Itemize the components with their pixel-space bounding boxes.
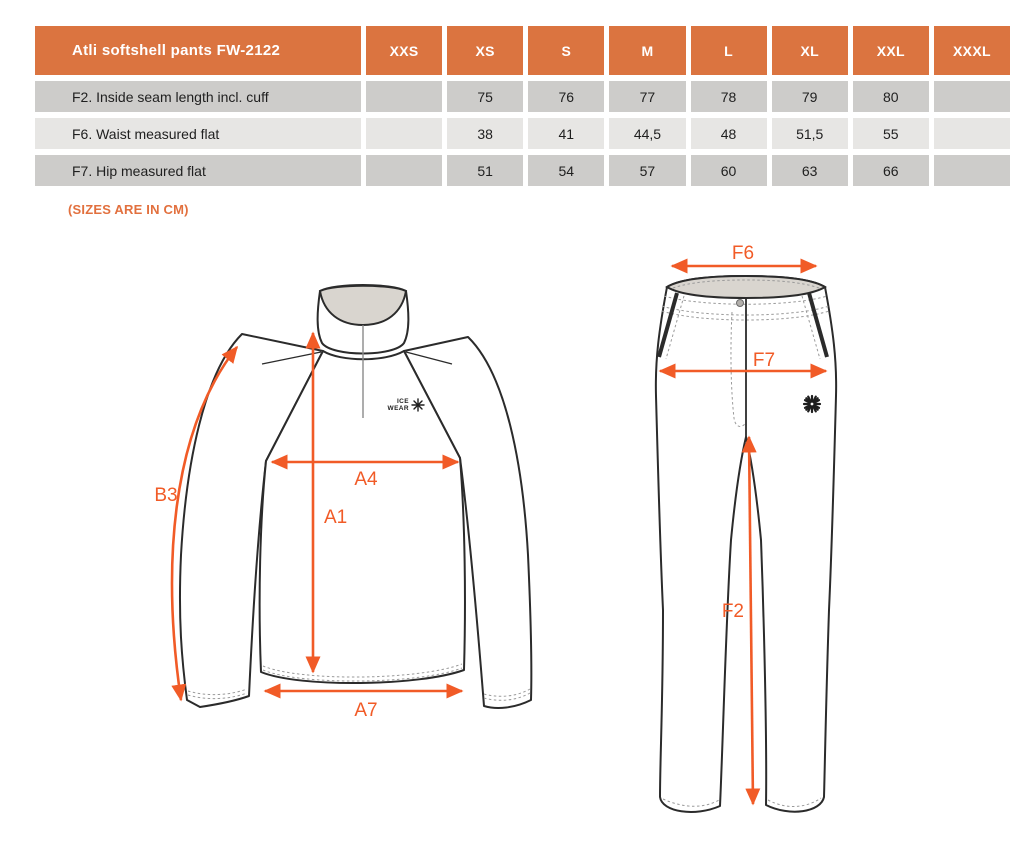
table-title: Atli softshell pants FW-2122: [35, 26, 361, 75]
value-cell: 78: [691, 81, 767, 112]
f6-label: F6: [731, 243, 755, 264]
value-cell: 63: [772, 155, 848, 186]
size-col-header-xxl: XXL: [853, 26, 929, 75]
b3-label: B3: [154, 485, 178, 506]
f2-arrow: [749, 437, 753, 804]
pants-drawing: [656, 243, 836, 812]
value-cell: 51,5: [772, 118, 848, 149]
size-col-header-l: L: [691, 26, 767, 75]
value-cell: 75: [447, 81, 523, 112]
value-cell: 79: [772, 81, 848, 112]
size-col-header-xs: XS: [447, 26, 523, 75]
icewear-logo-line2: WEAR: [387, 405, 409, 412]
value-cell: 55: [853, 118, 929, 149]
value-cell: 44,5: [609, 118, 685, 149]
row-label-f6: F6. Waist measured flat: [35, 118, 361, 149]
value-cell: 76: [528, 81, 604, 112]
pants-waistband-inside: [667, 276, 825, 298]
value-cell: 38: [447, 118, 523, 149]
value-cell: 80: [853, 81, 929, 112]
measurement-diagrams: [0, 235, 1036, 855]
snowflake-logo-icon: [804, 396, 820, 412]
size-col-header-xxs: XXS: [366, 26, 442, 75]
value-cell: 41: [528, 118, 604, 149]
a1-label: A1: [324, 507, 348, 528]
size-table: [35, 26, 1010, 186]
value-cell: [366, 118, 442, 149]
size-col-header-m: M: [609, 26, 685, 75]
snowflake-icon: [412, 399, 424, 411]
value-cell: [934, 155, 1010, 186]
size-col-header-s: S: [528, 26, 604, 75]
pants-button: [737, 300, 744, 307]
value-cell: 51: [447, 155, 523, 186]
row-label-f2: F2. Inside seam length incl. cuff: [35, 81, 361, 112]
value-cell: 60: [691, 155, 767, 186]
value-cell: [366, 155, 442, 186]
value-cell: 48: [691, 118, 767, 149]
f2-label: F2: [721, 601, 744, 622]
a4-label: A4: [354, 469, 378, 490]
pullover-drawing: [154, 285, 531, 721]
value-cell: 54: [528, 155, 604, 186]
a7-label: A7: [354, 700, 378, 721]
row-label-f7: F7. Hip measured flat: [35, 155, 361, 186]
size-col-header-xxxl: XXXL: [934, 26, 1010, 75]
value-cell: [366, 81, 442, 112]
size-col-header-xl: XL: [772, 26, 848, 75]
value-cell: 77: [609, 81, 685, 112]
f7-label: F7: [752, 350, 776, 371]
units-note: (SIZES ARE IN CM): [68, 202, 189, 217]
value-cell: [934, 118, 1010, 149]
icewear-logo-line1: ICE: [396, 398, 409, 405]
value-cell: [934, 81, 1010, 112]
value-cell: 66: [853, 155, 929, 186]
value-cell: 57: [609, 155, 685, 186]
